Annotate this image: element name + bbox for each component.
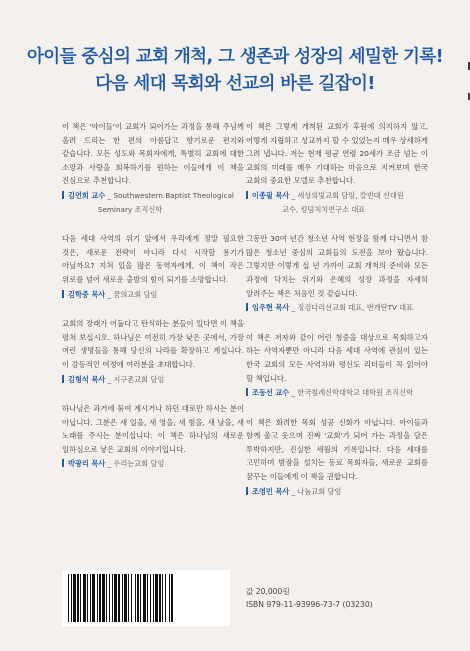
endorsement-text: 다음 세대 사역의 위기 앞에서 우리에게 정말 필요한 것은, 새로운 전략이 아니라 다시 시작할 용기가 아닐까요? 지쳐 있을 많은 동역자에게, 이 책이 작은 위로를 넘어 새로운 출발의 힘이 되기를 소망합니다. [62,234,244,284]
endorsement-text: 이 책은 저자와 같이 어린 청중을 대상으로 목회하고자 하는 사역자뿐만 아니라 다음 세대 사역에 관심이 있는 한국 교회의 모든 사역자와 평신도 리더들이 꼭 읽어야 할 책입니다. [246,332,428,383]
endorser-affiliation: _ 우리는교회 담임 [107,459,165,469]
isbn-barcode [62,570,230,626]
endorsement-text: 이 책은 그렇게 개척된 교회가 후원에 의지하지 않고, 어떻게 자립하고 성교까지 할 수 있었는지 매우 상세하게 그려 냅니다. 저는 현재 평균 연령 20세가 조금 넘는 이 교회의 미래를 매우 기대하는 마음으로 지켜보며 한국 교회의 중요한 모델로 추천합니다. [246,122,428,186]
endorser-affiliation: _ Southwestern Baptist Theological [107,190,234,200]
endorser-affiliation-cont: 교수, 킹덤처치연구소 대표 [282,204,366,214]
isbn-label: ISBN 979-11-93996-73-7 (03230) [246,600,373,609]
endorser-name: 김학중 목사 [68,289,106,299]
endorsement-attribution [62,288,244,302]
barcode-graphic [62,570,230,626]
endorsement [62,317,244,386]
endorsement [62,232,244,301]
endorsement [246,232,428,315]
endorser-name: 김연희 교수 [68,190,106,200]
endorser-name: 이종필 목사 [252,190,290,200]
endorsement [246,331,428,400]
endorsement [62,402,244,471]
endorsement-attribution [246,189,428,216]
endorsement-attribution [62,373,244,387]
headline-line-2: 다음 세대 목회와 선교의 바른 길잡이! [95,74,375,94]
accent-bar [246,487,248,495]
endorsement-attribution [246,301,428,315]
endorsement [246,416,428,499]
price-label: 값 20,000원 [246,587,290,596]
endorsement-attribution [62,457,244,471]
endorser-affiliation: _ 나눔교회 담임 [291,486,342,496]
endorsements-left-column [62,120,244,487]
endorsement-text: 이 책은 '아이들'이 교회가 되어가는 과정을 통해 주님께 올려 드리는 한 편의 아름답고 향기로운 편지와 같습니다. 모든 성도와 목회자에게, 특별히 교회에 대한 소망과 사랑을 회복하기를 원하는 이들에게 이 책을 진심으로 추천합니다. [62,122,244,186]
endorser-affiliation-cont: Seminary 조직신학 [98,204,163,214]
accent-bar [62,191,64,199]
endorser-name: 조동선 교수 [252,388,290,398]
endorser-affiliation: _ 세상의빛교회 담임, 칼빈대 신대원 [291,190,404,200]
accent-bar [62,290,64,298]
headline-line-1: 아이들 중심의 교회 개척, 그 생존과 성장의 세밀한 기록! [26,47,444,67]
endorsement-attribution [246,386,428,400]
accent-bar [62,375,64,383]
back-cover-headline [0,44,470,98]
endorsement-text: 교회의 장래가 어둡다고 탄식하는 분들이 있다면 이 책을 펼쳐 보십시오. 하나님은 여전히 가장 낮은 곳에서, 가장 어린 생명들을 통해 당신의 나라를 확장하고 계십니다. 이 감동적인 여정에 여러분을 초대합니다. [62,319,244,369]
accent-bar [62,459,64,467]
endorsements-right-column [246,120,428,514]
price-info [246,585,373,611]
endorser-affiliation: _ 징검다리선교회 대표, 번개탄TV 대표 [291,303,414,313]
endorser-name: 박광리 목사 [68,459,106,469]
endorser-affiliation: _ 지구촌교회 담임 [107,374,165,384]
endorsement-attribution [246,485,428,499]
endorser-affiliation: _ 꿈의교회 담임 [107,289,158,299]
endorsement [246,120,428,216]
endorser-name: 김형석 목사 [68,374,106,384]
endorsement [62,120,244,216]
endorser-affiliation: _ 한국침례신학대학교 대학원 조직신학 [291,388,414,398]
endorsement-text: 그동안 30여 년간 청소년 사역 현장을 함께 다니면서 참 많은 청소년 중심의 교회들의 도전을 보아 왔습니다. 그렇지만 이렇게 십 년 가까이 교회 개척의 준비와 모든 과정에 닥치는 위기와 은혜의 성장 과정을 자세히 알려주는 책은 처음인 것 같습니다. [246,234,428,298]
endorsement-text: 이 책은 화려한 목회 성공 신화가 아닙니다. 아이들과 함께 울고 웃으며 진짜 '교회'가 되어 가는 과정을 담은 투박하지만, 진실한 세월의 기록입니다. 다음 세대를 고민하며 밤잠을 설치는 동료 목회자들, 새로운 교회를 꿈꾸는 이들에게 이 책을 권합니다. [246,417,428,482]
endorser-name: 조영민 목사 [252,486,290,496]
endorsement-attribution [62,189,244,216]
accent-bar [246,388,248,396]
endorser-name: 임우현 목사 [252,303,290,313]
accent-bar [246,303,248,311]
accent-bar [246,191,248,199]
endorsement-text: 하나님은 과거에 묶여 계시거나 하던 대로만 하시는 분이 아닙니다. 그분은 새 일을, 새 영을, 새 힘을, 새 날을, 새 노래를 주시는 분이십니다. 이 책은 하나님의 새로운 일하심으로 낳은 교회의 이야기입니다. [62,404,244,454]
